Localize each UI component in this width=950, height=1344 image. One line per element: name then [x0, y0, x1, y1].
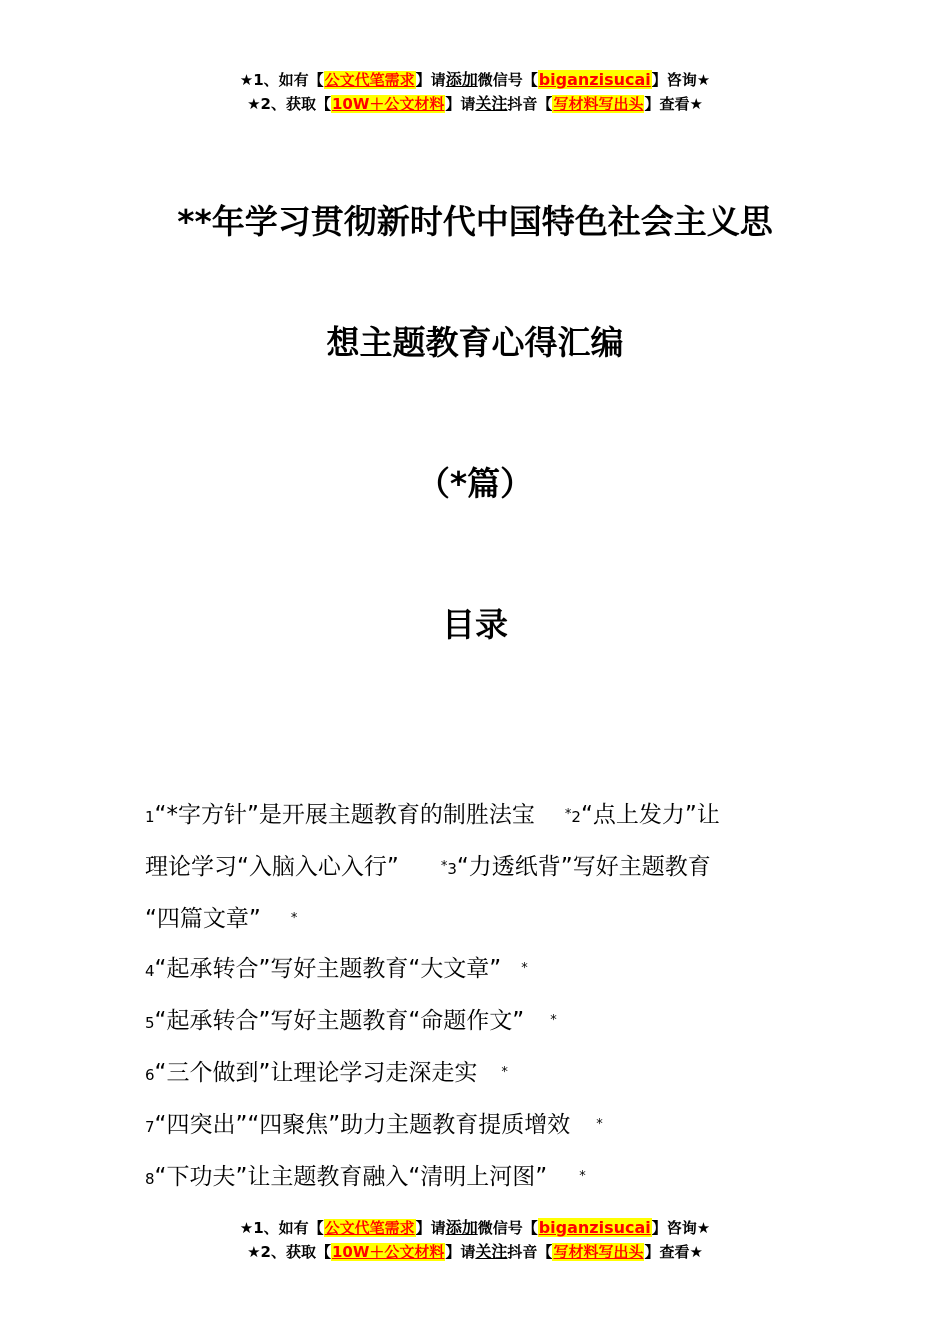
toc-line	[145, 894, 825, 944]
document-title-line-2: 想主题教育心得汇编	[326, 323, 624, 362]
toc-number: 4	[145, 962, 155, 980]
highlight-wechat-id: biganzisucai	[538, 1218, 651, 1237]
toc-title: “点上发力”让	[580, 802, 720, 828]
banner-emphasis: 关注	[475, 1242, 508, 1261]
toc-title: 理论学习“入脑入心入行”	[145, 854, 399, 880]
bottom-banner	[0, 1216, 950, 1264]
highlight-materials: 10W＋公文材料	[331, 1243, 445, 1261]
banner-text: 】请	[415, 1219, 446, 1237]
banner-text: 】查看★	[644, 1243, 703, 1261]
banner-text: 微信号【	[477, 1219, 538, 1237]
banner-text: 微信号【	[477, 71, 538, 89]
toc-item	[145, 1152, 825, 1204]
highlight-douyin-account: 写材料写出头	[553, 95, 644, 113]
banner-text: 】请	[415, 71, 446, 89]
toc-number: 3	[447, 860, 457, 878]
highlight-douyin-account: 写材料写出头	[553, 1243, 644, 1261]
toc-page-marker: *	[579, 1169, 586, 1184]
banner-text: 】请	[445, 95, 476, 113]
toc-page-marker: *	[501, 1065, 508, 1080]
toc-title: “力透纸背”写好主题教育	[456, 854, 711, 880]
banner-text: ★1、如有【	[239, 71, 324, 89]
top-banner	[0, 68, 950, 116]
toc-item	[145, 996, 825, 1048]
toc-title: “起承转合”写好主题教育“大文章”	[154, 956, 502, 982]
toc-page-marker: *	[521, 961, 528, 976]
banner-text: ★2、获取【	[247, 1243, 331, 1261]
toc-item	[145, 1048, 825, 1100]
highlight-materials: 10W＋公文材料	[331, 95, 445, 113]
banner-line-2	[0, 92, 950, 116]
banner-text: 抖音【	[507, 1243, 553, 1261]
highlight-service: 公文代笔需求	[324, 71, 415, 89]
toc-title: “下功夫”让主题教育融入“清明上河图”	[154, 1164, 548, 1190]
toc-page-marker: *	[440, 859, 448, 874]
banner-line-1	[0, 1216, 950, 1240]
banner-text: 】咨询★	[651, 1219, 711, 1237]
toc-title: “起承转合”写好主题教育“命题作文”	[154, 1008, 525, 1034]
table-of-contents	[145, 790, 825, 1204]
banner-line-1	[0, 68, 950, 92]
banner-emphasis: 关注	[475, 94, 508, 113]
highlight-service: 公文代笔需求	[324, 1219, 415, 1237]
banner-text: ★2、获取【	[247, 95, 331, 113]
toc-heading: 目录	[442, 605, 508, 644]
toc-number: 5	[145, 1014, 155, 1032]
toc-page-marker: *	[596, 1117, 603, 1132]
toc-line	[145, 842, 825, 894]
toc-number: 8	[145, 1170, 155, 1188]
banner-line-2	[0, 1240, 950, 1264]
article-count: （*篇）	[416, 464, 534, 503]
toc-title: “*字方针”是开展主题教育的制胜法宝	[154, 802, 535, 828]
toc-item	[145, 1100, 825, 1152]
banner-text: 】查看★	[644, 95, 703, 113]
highlight-wechat-id: biganzisucai	[538, 70, 651, 89]
toc-number: 2	[571, 808, 581, 826]
toc-number: 6	[145, 1066, 155, 1084]
document-title-line-1: **年学习贯彻新时代中国特色社会主义思	[177, 202, 773, 241]
banner-emphasis: 添加	[445, 1218, 478, 1237]
toc-page-marker: *	[290, 911, 298, 926]
toc-page-marker: *	[550, 1013, 557, 1028]
toc-title: “三个做到”让理论学习走深走实	[154, 1060, 478, 1086]
toc-item	[145, 944, 825, 996]
toc-line	[145, 790, 825, 842]
toc-title: “四篇文章”	[145, 906, 261, 932]
toc-number: 1	[145, 808, 155, 826]
banner-text: ★1、如有【	[239, 1219, 324, 1237]
banner-text: 】请	[445, 1243, 476, 1261]
banner-text: 】咨询★	[651, 71, 711, 89]
toc-page-marker: *	[564, 807, 572, 822]
toc-number: 7	[145, 1118, 155, 1136]
banner-emphasis: 添加	[445, 70, 478, 89]
banner-text: 抖音【	[507, 95, 553, 113]
toc-title: “四突出”“四聚焦”助力主题教育提质增效	[154, 1112, 571, 1138]
